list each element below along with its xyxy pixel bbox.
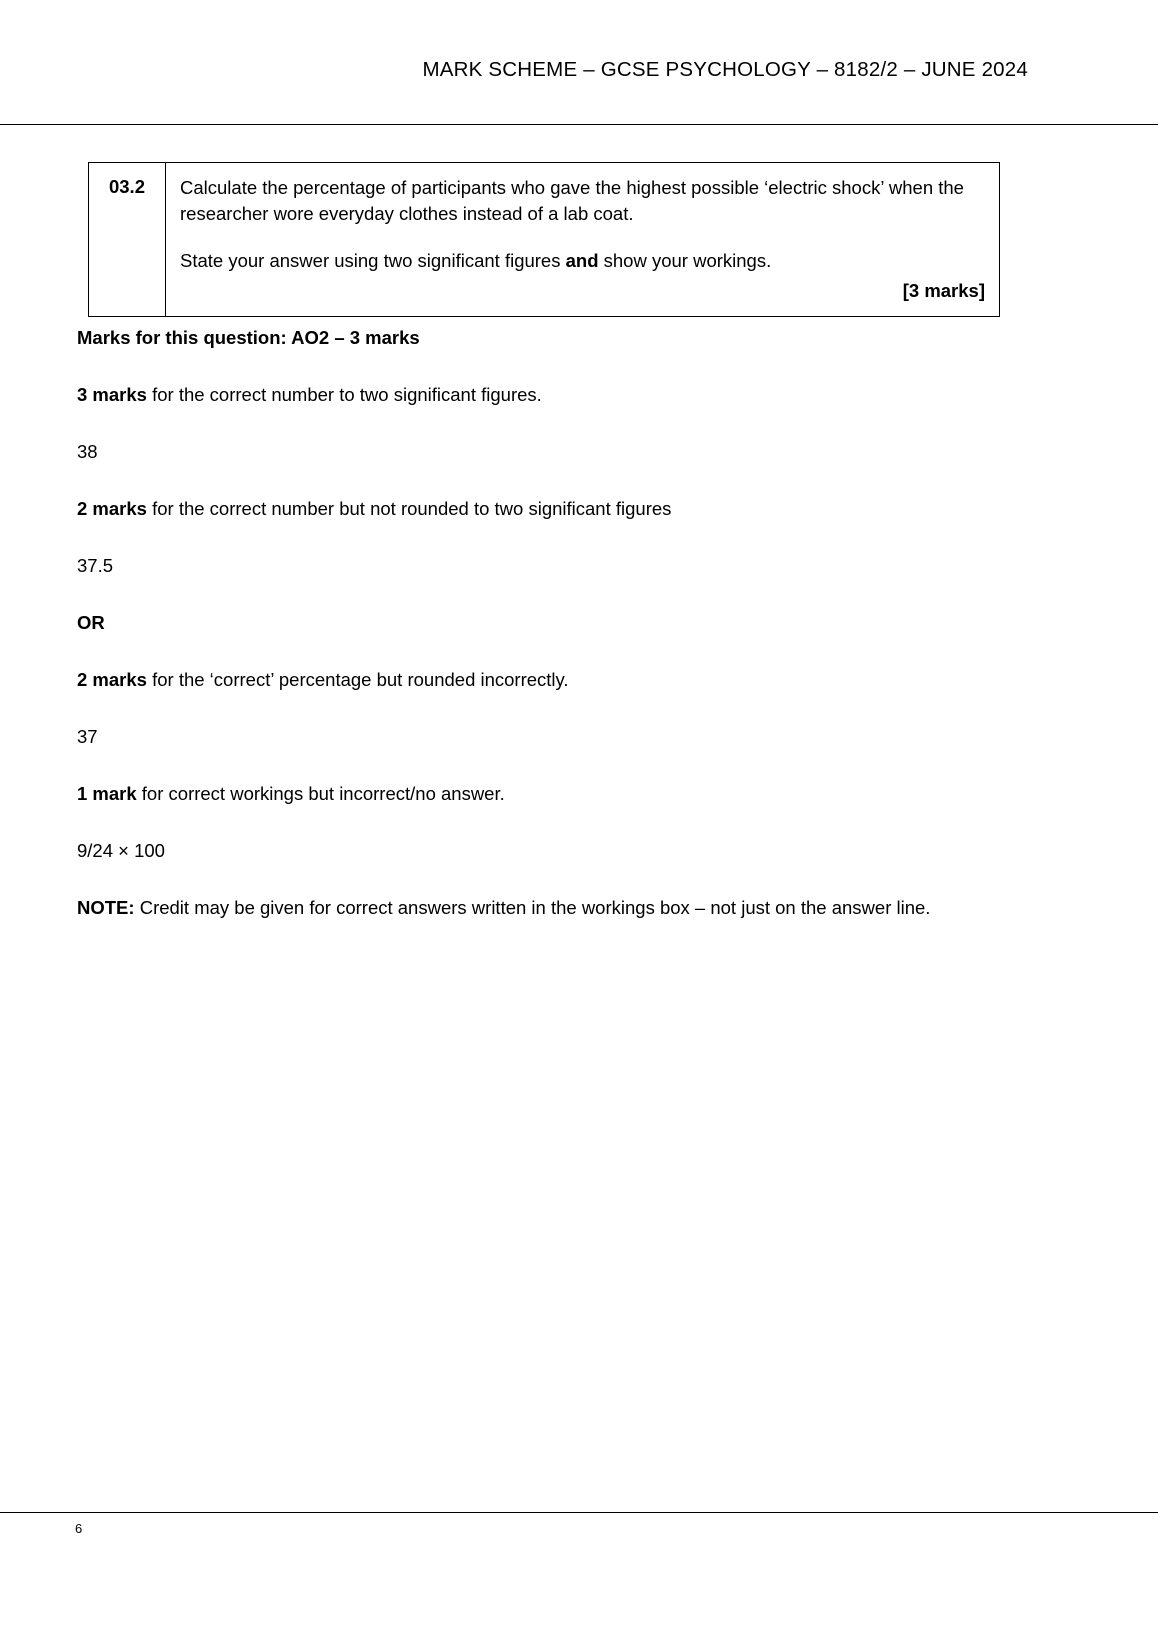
mark-scheme-item <box>77 668 1037 693</box>
mark-scheme-item-rest: for the correct number but not rounded to two significant figures <box>146 497 672 519</box>
mark-scheme-item-bold: 2 marks <box>77 497 147 519</box>
mark-scheme-item-rest: for the correct number to two significant figures. <box>146 383 542 405</box>
mark-scheme-item <box>77 611 1037 636</box>
question-box <box>88 162 1000 317</box>
mark-scheme-item-rest: 37.5 <box>77 554 114 576</box>
mark-scheme-item-bold: NOTE: <box>77 896 135 918</box>
mark-scheme-item <box>77 383 1037 408</box>
question-marks: [3 marks] <box>902 279 985 301</box>
mark-scheme-item-rest: for correct workings but incorrect/no answer. <box>136 782 505 804</box>
mark-scheme-heading <box>77 326 1037 351</box>
mark-scheme-item <box>77 725 1037 750</box>
mark-scheme-item <box>77 896 1037 921</box>
mark-scheme-item <box>77 782 1037 807</box>
mark-scheme-heading-text: Marks for this question: AO2 – 3 marks <box>77 327 420 348</box>
question-text-line1: Calculate the percentage of participants who gave the highest possible ‘electric shock’ when the researcher wore everyday clothes instead of a lab coat. <box>180 177 964 225</box>
question-line2-bold: and <box>565 249 599 271</box>
mark-scheme-item <box>77 839 1037 864</box>
mark-scheme-item-rest: 37 <box>77 725 98 747</box>
mark-scheme-item-rest: for the ‘correct’ percentage but rounded incorrectly. <box>146 668 569 690</box>
mark-scheme-content <box>77 326 1037 921</box>
mark-scheme-item-rest: 38 <box>77 440 98 462</box>
mark-scheme-item-bold: 3 marks <box>77 383 147 405</box>
question-text-line2 <box>180 248 985 274</box>
question-body <box>166 163 999 316</box>
mark-scheme-item <box>77 554 1037 579</box>
mark-scheme-item-bold: 1 mark <box>77 782 137 804</box>
question-line2-pre: State your answer using two significant figures <box>180 249 566 271</box>
mark-scheme-item-rest: 9/24 × 100 <box>77 839 165 861</box>
header-divider <box>0 124 1158 125</box>
mark-scheme-item <box>77 440 1037 465</box>
mark-scheme-item-bold: OR <box>77 611 105 633</box>
footer-divider <box>0 1512 1158 1513</box>
page-number: 6 <box>75 1521 83 1536</box>
question-line2-post: show your workings. <box>598 249 772 271</box>
page-header: MARK SCHEME – GCSE PSYCHOLOGY – 8182/2 – JUNE 2024 <box>422 58 1028 81</box>
mark-scheme-item <box>77 497 1037 522</box>
mark-scheme-item-rest: Credit may be given for correct answers written in the workings box – not just on the answer line. <box>134 896 931 918</box>
question-number: 03.2 <box>89 163 166 316</box>
mark-scheme-item-bold: 2 marks <box>77 668 147 690</box>
